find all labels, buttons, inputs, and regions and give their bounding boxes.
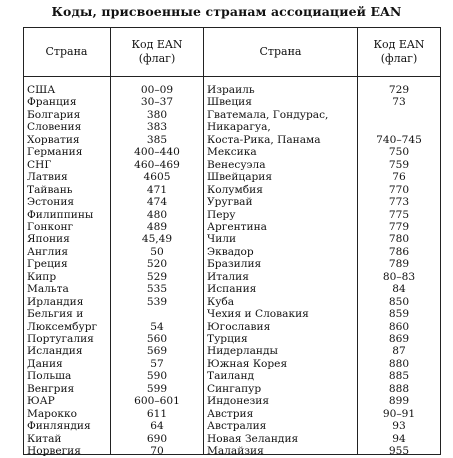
country-name: ЮАР xyxy=(27,395,55,408)
ean-code: 383 xyxy=(146,121,168,134)
country-name: Индонезия xyxy=(207,395,270,408)
ean-code: 64 xyxy=(150,420,164,433)
ean-code: 87 xyxy=(392,345,406,358)
country-name: Польша xyxy=(27,370,72,383)
ean-code: 780 xyxy=(388,233,410,246)
ean-code: 80–83 xyxy=(382,270,416,283)
country-name: Хорватия xyxy=(27,133,80,146)
country-name: Турция xyxy=(207,333,248,345)
country-name: Гонконг xyxy=(27,220,74,233)
country-name: Латвия xyxy=(27,171,68,184)
country-name: Китай xyxy=(27,432,62,445)
ean-code: 880 xyxy=(388,357,410,370)
ean-code: 729 xyxy=(388,84,410,96)
country-name: Югославия xyxy=(207,320,271,333)
country-name: Австрия xyxy=(207,407,254,420)
ean-code: 773 xyxy=(388,196,410,209)
ean-code: 869 xyxy=(388,333,410,345)
header-code-left: Код EAN (флаг) xyxy=(131,38,183,65)
ean-code: 590 xyxy=(146,370,168,383)
ean-code: 750 xyxy=(388,146,410,159)
country-name: Малайзия xyxy=(207,445,264,458)
ean-code: 899 xyxy=(388,395,410,408)
ean-code: 740–745 xyxy=(376,133,422,146)
ean-code: 885 xyxy=(388,370,410,383)
country-name: Колумбия xyxy=(207,183,263,196)
country-name: Венгрия xyxy=(27,382,75,395)
header-country-right: Страна xyxy=(259,45,302,58)
ean-code: 955 xyxy=(388,445,410,458)
country-name: Дания xyxy=(27,357,63,370)
page-title: Коды, присвоенные странам ассоциацией EAN xyxy=(51,4,402,19)
ean-codes-table xyxy=(23,27,441,458)
country-name: Мексика xyxy=(207,146,257,159)
ean-code: 54 xyxy=(150,320,164,333)
country-name: Куба xyxy=(207,295,235,308)
country-name: Болгария xyxy=(27,108,81,121)
country-name: США xyxy=(27,84,56,96)
ean-code: 385 xyxy=(146,133,168,146)
ean-code: 93 xyxy=(392,420,406,433)
ean-code: 30–37 xyxy=(140,96,174,109)
country-name: Австралия xyxy=(207,420,267,433)
country-name: Эстония xyxy=(27,196,75,209)
ean-code: 759 xyxy=(388,158,410,171)
country-name: Словения xyxy=(27,121,82,134)
country-name: Финляндия xyxy=(27,420,91,433)
ean-code: 73 xyxy=(392,96,406,109)
ean-code: 70 xyxy=(150,445,164,458)
ean-code: 529 xyxy=(146,270,168,283)
ean-code: 489 xyxy=(146,220,168,233)
country-name: Эквадор xyxy=(207,245,254,258)
country-name: Швеция xyxy=(207,96,252,109)
column-divider xyxy=(203,28,204,454)
ean-code: 599 xyxy=(146,382,168,395)
ean-code: 535 xyxy=(146,283,168,296)
ean-code: 888 xyxy=(388,382,410,395)
country-name: Гватемала, Гондурас, xyxy=(207,108,329,121)
country-name: Франция xyxy=(27,96,77,109)
ean-code: 770 xyxy=(388,183,410,196)
country-name: Англия xyxy=(27,245,69,258)
country-name: Исландия xyxy=(27,345,83,358)
country-name: Кипр xyxy=(27,270,57,283)
country-name: СНГ xyxy=(27,158,52,171)
ean-code: 786 xyxy=(388,245,410,258)
ean-code: 45,49 xyxy=(141,233,173,246)
country-name: Перу xyxy=(207,208,236,221)
ean-code xyxy=(358,121,440,133)
country-name: Южная Корея xyxy=(207,357,288,370)
ean-code: 859 xyxy=(388,308,410,321)
country-name: Ирландия xyxy=(27,295,84,308)
country-name: Германия xyxy=(27,146,83,159)
country-name: Новая Зеландия xyxy=(207,432,299,445)
ean-code: 539 xyxy=(146,295,168,308)
country-name: Коста-Рика, Панама xyxy=(207,133,321,146)
country-name: Италия xyxy=(207,270,249,283)
country-name: Венесуэла xyxy=(207,158,266,171)
ean-code: 471 xyxy=(146,183,168,196)
country-name: Уругвай xyxy=(207,196,253,209)
ean-code: 480 xyxy=(146,208,168,221)
ean-code: 00–09 xyxy=(140,84,174,96)
header-country-left: Страна xyxy=(45,45,88,58)
country-name: Тайвань xyxy=(27,183,73,196)
ean-code: 380 xyxy=(146,108,168,121)
ean-code: 611 xyxy=(146,407,168,420)
country-name: Люксембург xyxy=(27,320,98,333)
ean-code: 850 xyxy=(388,295,410,308)
ean-code: 400–440 xyxy=(134,146,180,159)
country-name: Никарагуа, xyxy=(207,121,271,134)
country-name: Таиланд xyxy=(207,370,255,383)
ean-code: 94 xyxy=(392,432,406,445)
country-name: Нидерланды xyxy=(207,345,278,358)
ean-code: 569 xyxy=(146,345,168,358)
ean-code: 775 xyxy=(388,208,410,221)
country-name: Япония xyxy=(27,233,70,246)
country-name: Испания xyxy=(207,283,257,296)
ean-code: 76 xyxy=(392,171,406,184)
ean-code: 560 xyxy=(146,333,168,345)
country-name: Норвегия xyxy=(27,445,81,458)
country-name: Чили xyxy=(207,233,237,246)
table-border-right xyxy=(440,28,441,454)
ean-code: 789 xyxy=(388,258,410,271)
header-code-right: Код EAN (флаг) xyxy=(373,38,425,65)
ean-code: 474 xyxy=(146,196,168,209)
ean-code: 860 xyxy=(388,320,410,333)
ean-code: 4605 xyxy=(143,171,171,184)
country-name: Бельгия и xyxy=(27,308,84,321)
ean-code: 460–469 xyxy=(134,158,180,171)
country-name: Бразилия xyxy=(207,258,262,271)
ean-code: 84 xyxy=(392,283,406,296)
header-divider xyxy=(23,76,441,77)
ean-code: 50 xyxy=(150,245,164,258)
ean-code: 779 xyxy=(388,220,410,233)
ean-code: 57 xyxy=(150,357,164,370)
country-name: Греция xyxy=(27,258,68,271)
table-border-left xyxy=(23,28,24,454)
ean-code: 520 xyxy=(146,258,168,271)
country-name: Португалия xyxy=(27,333,94,345)
country-name: Чехия и Словакия xyxy=(207,308,309,321)
country-name: Филиппины xyxy=(27,208,94,221)
country-name: Мальта xyxy=(27,283,69,296)
ean-code: 90–91 xyxy=(382,407,416,420)
ean-code: 690 xyxy=(146,432,168,445)
ean-code: 600–601 xyxy=(134,395,180,408)
ean-code xyxy=(358,109,440,121)
country-name: Аргентина xyxy=(207,220,267,233)
ean-code xyxy=(111,308,203,320)
country-name: Марокко xyxy=(27,407,77,420)
country-name: Израиль xyxy=(207,84,255,96)
country-name: Швейцария xyxy=(207,171,273,184)
country-name: Сингапур xyxy=(207,382,262,395)
